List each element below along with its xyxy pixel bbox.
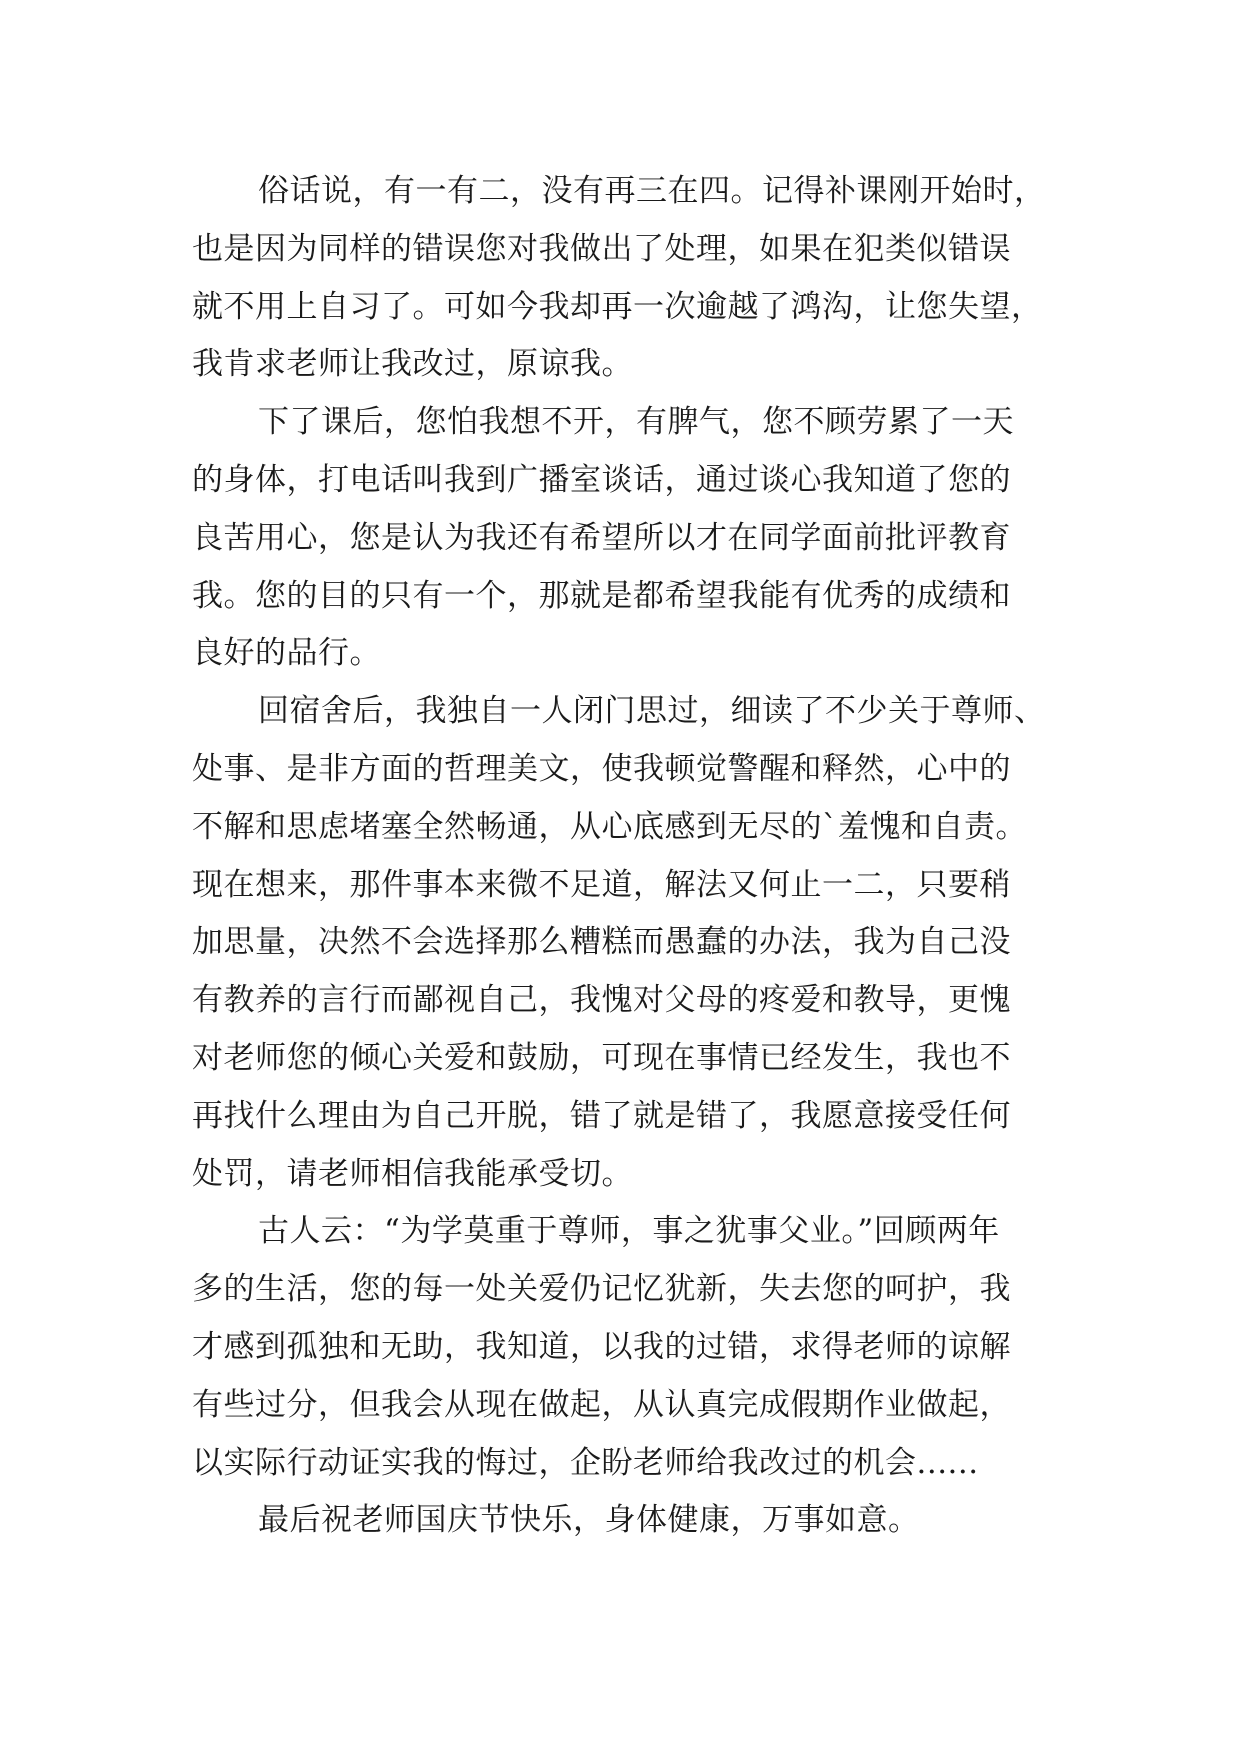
text-line: 现在想来，那件事本来微不足道，解法又何止一二，只要稍 [192, 866, 1011, 903]
text-line: 俗话说，有一有二，没有再三在四。记得补课刚开始时， [258, 173, 1046, 209]
text-line: 有些过分，但我会从现在做起，从认真完成假期作业做起， [192, 1386, 1011, 1423]
text-line: 我肯求老师让我改过，原谅我。 [192, 346, 633, 383]
text-line: 多的生活，您的每一处关爱仍记忆犹新，失去您的呵护，我 [192, 1271, 1011, 1308]
text-line: 处事、是非方面的哲理美文，使我顿觉警醒和释然，心中的 [192, 750, 1011, 787]
text-line: 不解和思虑堵塞全然畅通，从心底感到无尽的`羞愧和自责。 [192, 808, 1027, 845]
text-line: 的身体，打电话叫我到广播室谈话，通过谈心我知道了您的 [192, 461, 1011, 498]
text-line: 再找什么理由为自己开脱，错了就是错了，我愿意接受任何 [192, 1097, 1011, 1134]
text-line: 加思量，决然不会选择那么糟糕而愚蠢的办法，我为自己没 [192, 924, 1011, 961]
text-line: 我。您的目的只有一个，那就是都希望我能有优秀的成绩和 [192, 577, 1011, 614]
text-line: 才感到孤独和无助，我知道，以我的过错，求得老师的谅解 [192, 1328, 1011, 1365]
text-line: 良苦用心，您是认为我还有希望所以才在同学面前批评教育 [192, 519, 1011, 556]
text-line: 处罚，请老师相信我能承受切。 [192, 1155, 633, 1192]
text-line: 回宿舍后，我独自一人闭门思过，细读了不少关于尊师、 [258, 693, 1046, 730]
text-line: 也是因为同样的错误您对我做出了处理，如果在犯类似错误 [192, 230, 1011, 267]
text-line: 有教养的言行而鄙视自己，我愧对父母的疼爱和教导，更愧 [192, 982, 1011, 1019]
document-body [192, 163, 1052, 1550]
text-line: 以实际行动证实我的悔过，企盼老师给我改过的机会...... [192, 1444, 979, 1481]
text-line: 对老师您的倾心关爱和鼓励，可现在事情已经发生，我也不 [192, 1039, 1011, 1076]
text-line: 下了课后，您怕我想不开，有脾气，您不顾劳累了一天 [258, 404, 1014, 441]
text-line: 良好的品行。 [192, 635, 381, 672]
text-line: 最后祝老师国庆节快乐，身体健康，万事如意。 [258, 1502, 920, 1539]
text-line: 古人云：“为学莫重于尊师，事之犹事父业。”回顾两年 [258, 1213, 1000, 1250]
text-line: 就不用上自习了。可如今我却再一次逾越了鸿沟，让您失望， [192, 288, 1043, 325]
